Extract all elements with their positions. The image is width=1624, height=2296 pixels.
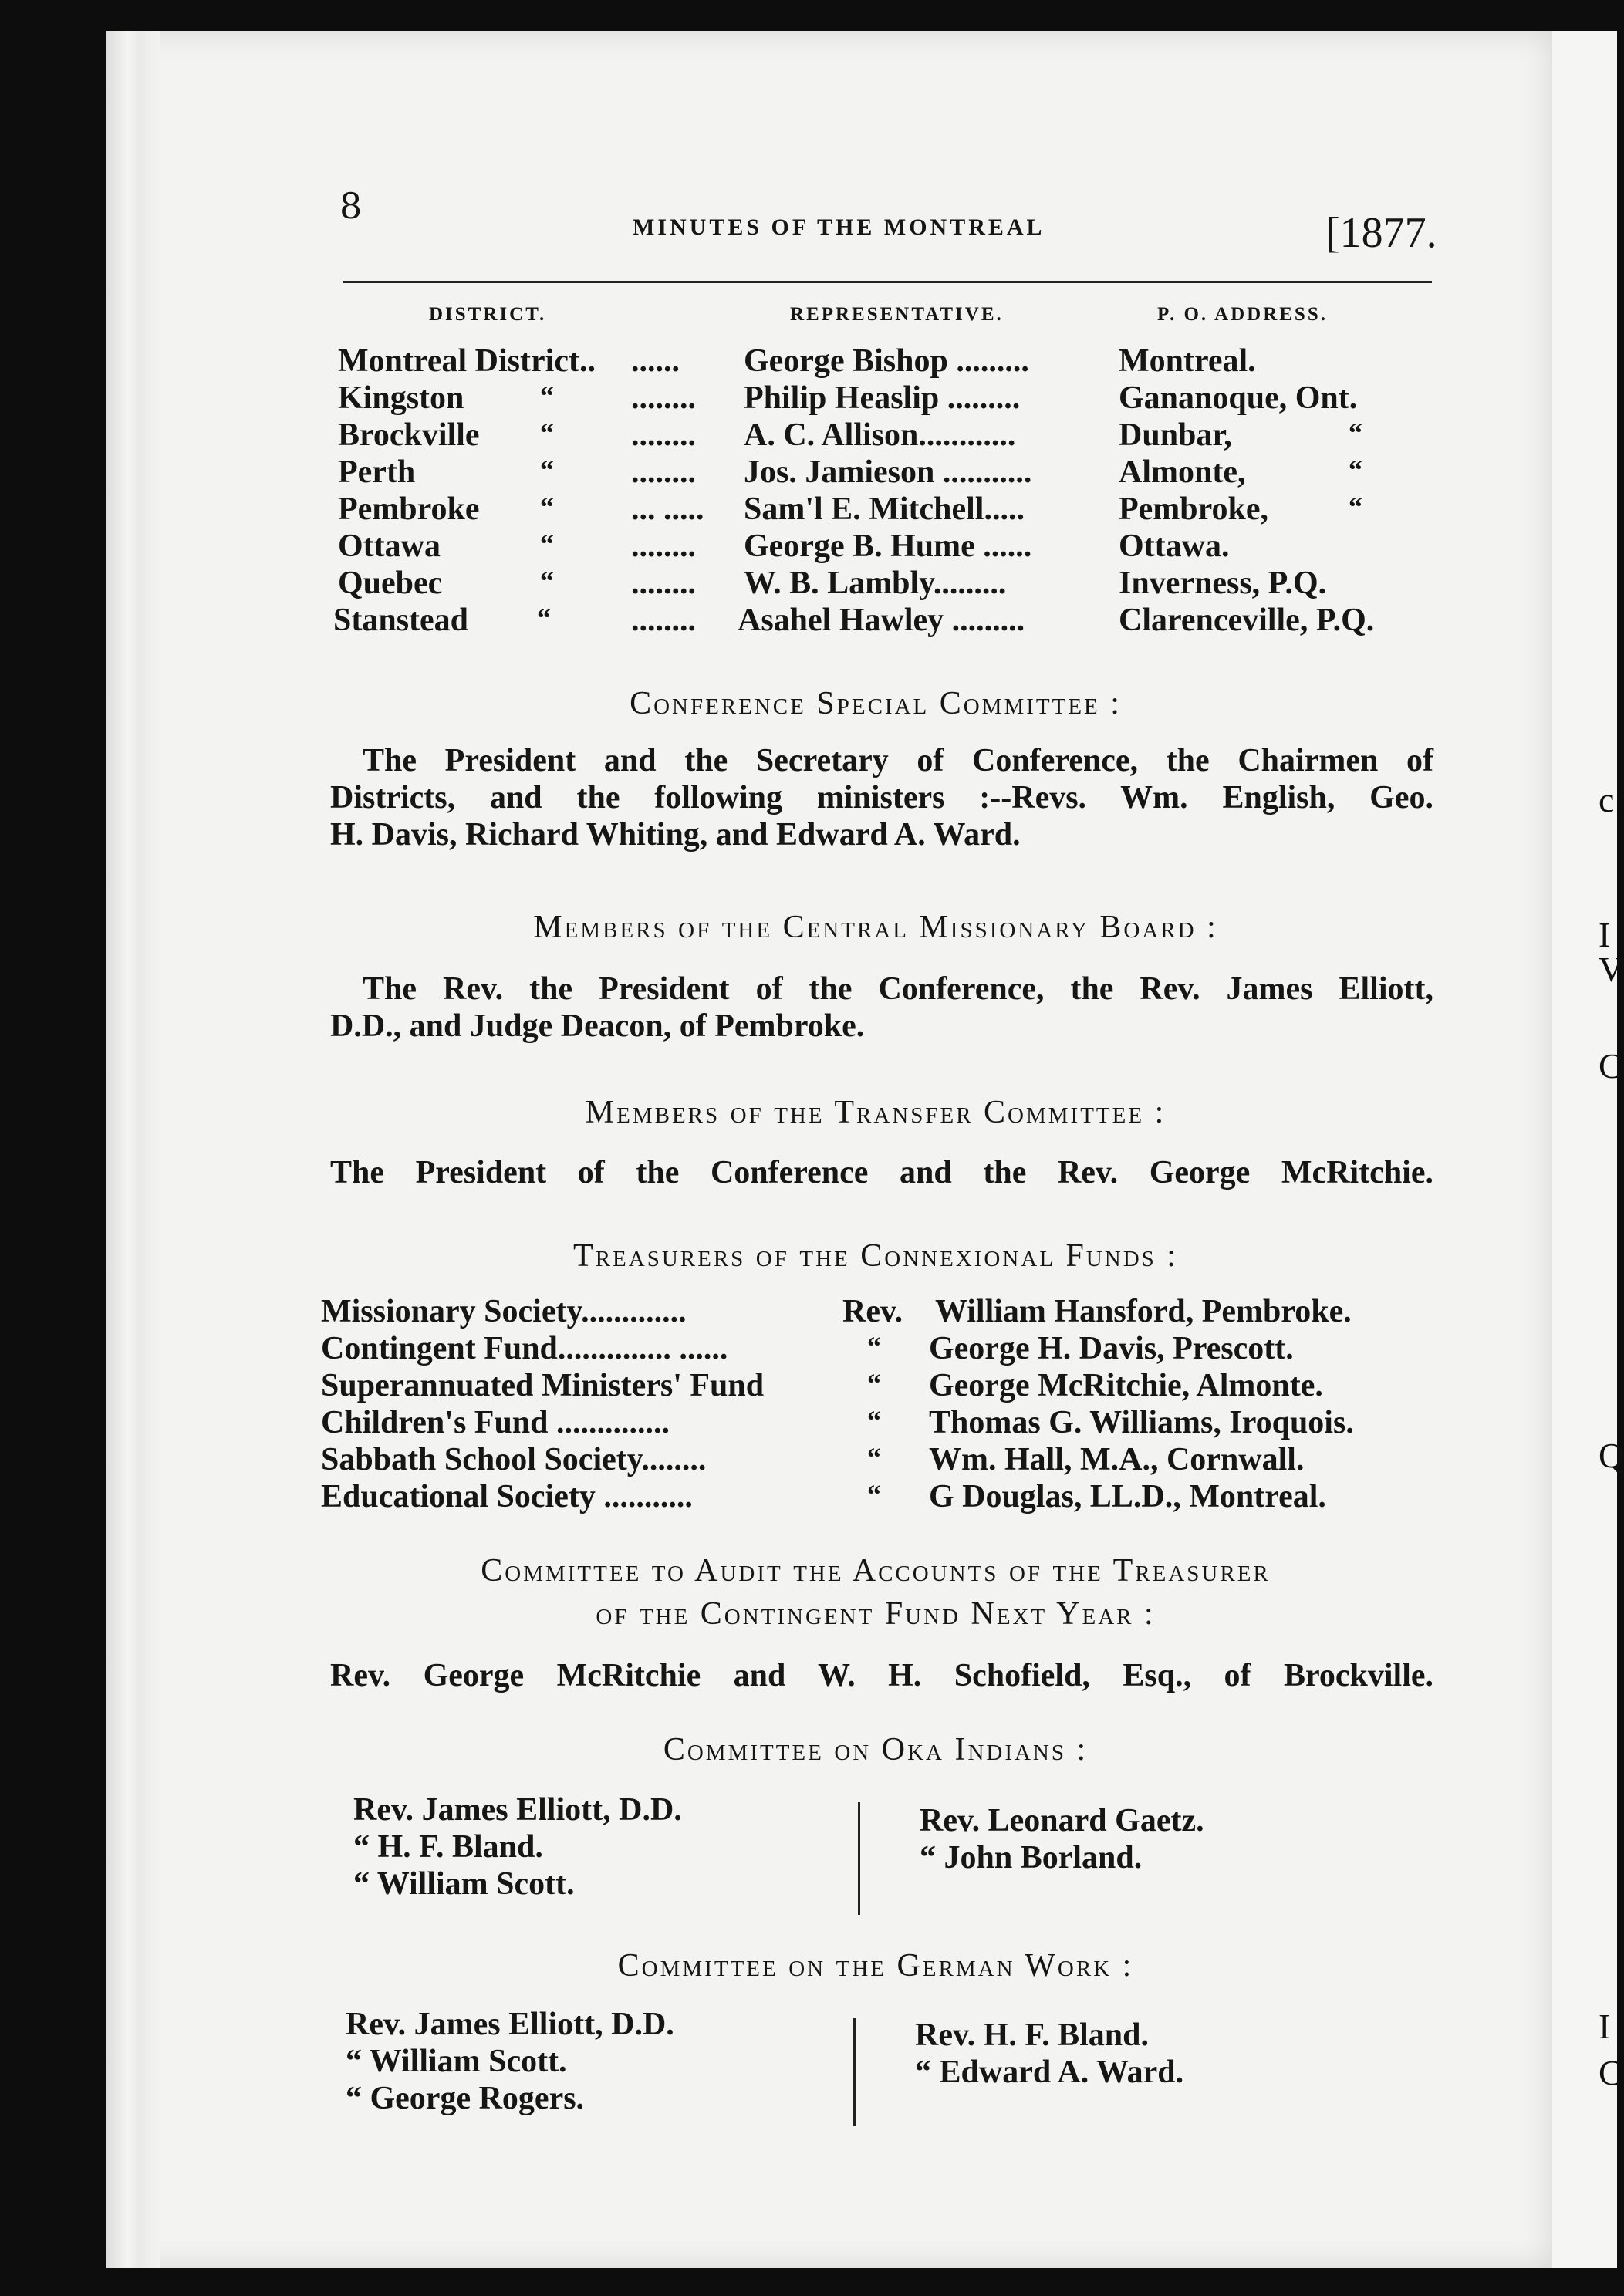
address-ditto: “ [1349,454,1362,485]
committee-member: “ William Scott. [346,2044,567,2079]
column-header-district: DISTRICT. [429,304,547,325]
column-divider [853,2018,856,2126]
column-header-address: P. O. ADDRESS. [1157,304,1328,325]
representative: Jos. Jamieson ........... [744,454,1032,490]
committee-member: “ H. F. Bland. [353,1829,543,1865]
leader-dots: ........ [631,380,696,416]
address-ditto: “ [1349,417,1362,448]
margin-letter: I [1599,2007,1611,2046]
treasurer-name: George McRitchie, Almonte. [929,1368,1323,1403]
district-name: Quebec [338,566,443,601]
committee-member: Rev. H. F. Bland. [915,2017,1150,2053]
margin-letter: V [1599,950,1624,989]
section-title-special-committee: Conference Special Committee : [630,686,1122,721]
district-ditto: “ [537,603,551,633]
paragraph-line: H. Davis, Richard Whiting, and Edward A. Ward. [330,817,1021,853]
district-ditto: “ [540,528,554,559]
district-name: Brockville [338,417,480,453]
committee-member: “ George Rogers. [346,2081,585,2116]
treasurer-prefix: “ [867,1368,881,1399]
column-divider [858,1802,860,1915]
fund-name: Children's Fund .............. [321,1405,670,1440]
district-name: Ottawa [338,528,441,564]
column-header-representative: REPRESENTATIVE. [790,304,1004,325]
german-right-column [915,2017,1183,2091]
fund-name: Contingent Fund.............. ...... [321,1331,728,1366]
oka-right-column [920,1802,1204,1876]
fund-name: Educational Society ........... [321,1479,693,1514]
district-name: Perth [338,454,416,490]
treasurer-prefix: Rev. [842,1294,903,1329]
section-title-missionary-board: Members of the Central Missionary Board : [533,910,1218,945]
committee-member: Rev. Leonard Gaetz. [920,1803,1204,1838]
margin-letter: c [1599,780,1615,819]
section-title-audit-committee-cont: of the Contingent Fund Next Year : [596,1596,1156,1632]
treasurer-name: Wm. Hall, M.A., Cornwall. [929,1442,1305,1477]
leader-dots: ........ [631,417,696,453]
section-title-oka-committee: Committee on Oka Indians : [663,1732,1089,1768]
paragraph-line: The Rev. the President of the Conference, the Rev. James Elliott, [363,971,1433,1007]
treasurer-prefix: “ [867,1331,881,1362]
district-ditto: “ [540,380,554,411]
address: Dunbar, [1119,417,1232,453]
treasurer-name: George H. Davis, Prescott. [929,1331,1294,1366]
district-name: Kingston [338,380,464,416]
margin-letter: I [1599,915,1611,954]
district-name: Montreal District.. [338,343,596,379]
address: Pembroke, [1119,491,1269,527]
header-rule [343,281,1432,283]
transfer-committee-text [330,1154,1433,1191]
running-title: MINUTES OF THE MONTREAL [633,214,1045,240]
address: Clarenceville, P.Q. [1119,603,1375,638]
fund-name: Sabbath School Society........ [321,1442,707,1477]
representative: A. C. Allison............ [744,417,1016,453]
representative: George B. Hume ...... [744,528,1032,564]
facing-page-edge [1552,31,1617,2268]
section-title-german-committee: Committee on the German Work : [617,1948,1134,1984]
committee-member: “ Edward A. Ward. [915,2055,1184,2090]
paragraph-line: Rev. George McRitchie and W. H. Schofield, Esq., of Brockville. [330,1658,1433,1693]
address: Gananoque, Ont. [1119,380,1358,416]
fund-name: Missionary Society............. [321,1294,687,1329]
section-title-treasurers: Treasurers of the Connexional Funds : [573,1238,1178,1274]
committee-member: “ John Borland. [920,1840,1143,1876]
representative: Philip Heaslip ......... [744,380,1021,416]
page-edge [106,31,160,2268]
committee-member: “ William Scott. [353,1866,575,1902]
margin-letter: Q [1599,1436,1624,1475]
paragraph-line: D.D., and Judge Deacon, of Pembroke. [330,1008,865,1044]
margin-letter: C [1599,1046,1622,1086]
treasurer-prefix: “ [867,1405,881,1436]
address-ditto: “ [1349,491,1362,522]
running-year: [1877. [1325,209,1437,257]
leader-dots: ........ [631,603,696,638]
treasurer-prefix: “ [867,1479,881,1510]
address: Almonte, [1119,454,1246,490]
address: Montreal. [1119,343,1256,379]
leader-dots: ........ [631,454,696,490]
representative: Asahel Hawley ......... [738,603,1025,638]
treasurer-prefix: “ [867,1442,881,1473]
section-title-transfer-committee: Members of the Transfer Committee : [585,1095,1167,1130]
treasurer-name: William Hansford, Pembroke. [935,1294,1352,1329]
oka-left-column [353,1791,682,1903]
representative: Sam'l E. Mitchell..... [744,491,1025,527]
audit-committee-text [330,1657,1433,1694]
district-name: Pembroke [338,491,480,527]
district-ditto: “ [540,491,554,522]
representative: George Bishop ......... [744,343,1029,379]
district-name: Stanstead [333,603,469,638]
margin-letter: C [1599,2053,1622,2092]
district-ditto: “ [540,566,554,596]
leader-dots: ........ [631,566,696,601]
missionary-board-text [330,971,1433,1045]
leader-dots: ........ [631,528,696,564]
treasurer-name: Thomas G. Williams, Iroquois. [929,1405,1354,1440]
district-ditto: “ [540,454,554,485]
paragraph-line: Districts, and the following ministers :--Revs. Wm. English, Geo. [330,780,1433,815]
paragraph-line: The President of the Conference and the Rev. George McRitchie. [330,1155,1433,1190]
leader-dots: ...... [631,343,680,379]
district-ditto: “ [540,417,554,448]
page-number: 8 [339,185,363,227]
address: Inverness, P.Q. [1119,566,1327,601]
paragraph-line: The President and the Secretary of Conference, the Chairmen of [363,743,1433,778]
address: Ottawa. [1119,528,1230,564]
committee-member: Rev. James Elliott, D.D. [346,2007,674,2042]
representative: W. B. Lambly......... [744,566,1007,601]
leader-dots: ... ..... [631,491,704,527]
german-left-column [346,2006,674,2117]
section-title-audit-committee: Committee to Audit the Accounts of the Treasurer [481,1553,1271,1589]
committee-member: Rev. James Elliott, D.D. [353,1792,682,1828]
special-committee-text [330,742,1433,853]
fund-name: Superannuated Ministers' Fund [321,1368,765,1403]
treasurer-name: G Douglas, LL.D., Montreal. [929,1479,1326,1514]
